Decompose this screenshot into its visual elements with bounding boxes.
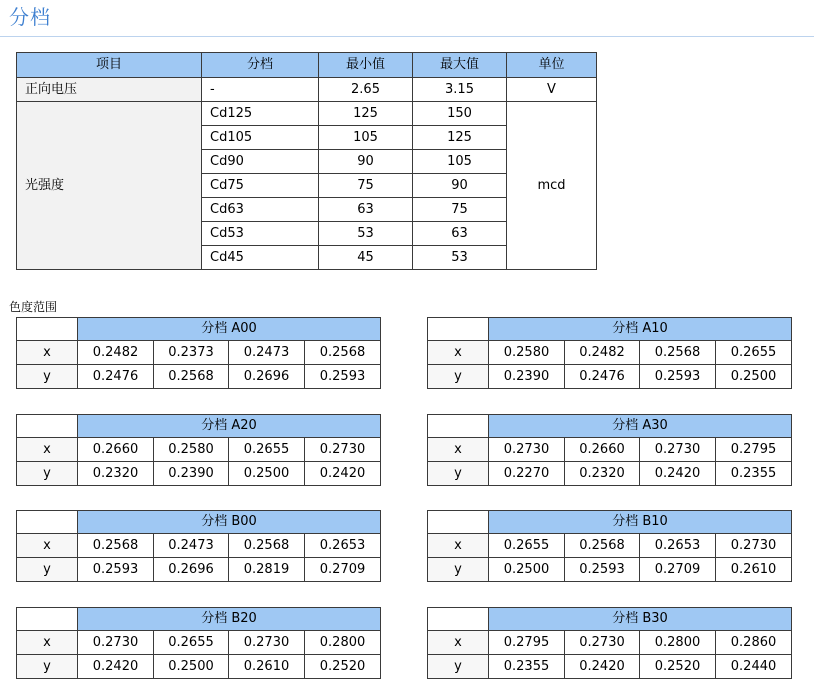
forward-voltage-bin: -	[202, 78, 319, 102]
table-row	[428, 534, 792, 558]
y-axis-label: y	[428, 655, 489, 679]
color-range-label: 色度范围	[9, 300, 58, 314]
chromaticity-bin-table	[427, 414, 792, 486]
bin-title: 分档 A30	[489, 415, 792, 438]
chromaticity-bin-table	[16, 607, 381, 679]
x-value: 0.2580	[489, 341, 565, 365]
y-value: 0.2520	[305, 655, 381, 679]
bin-title: 分档 B10	[489, 511, 792, 534]
y-value: 0.2500	[489, 558, 565, 582]
x-value: 0.2568	[78, 534, 154, 558]
y-value: 0.2819	[229, 558, 305, 582]
luminous-min: 125	[319, 102, 413, 126]
header-row	[17, 53, 597, 78]
x-value: 0.2730	[565, 631, 640, 655]
table-row	[428, 341, 792, 365]
x-value: 0.2373	[154, 341, 229, 365]
y-value: 0.2610	[229, 655, 305, 679]
x-value: 0.2655	[229, 438, 305, 462]
y-axis-label: y	[428, 365, 489, 389]
header-max: 最大值	[413, 53, 507, 78]
y-axis-label: y	[17, 365, 78, 389]
forward-voltage-label: 正向电压	[17, 78, 202, 102]
x-value: 0.2473	[154, 534, 229, 558]
x-value: 0.2653	[305, 534, 381, 558]
x-value: 0.2655	[489, 534, 565, 558]
x-value: 0.2653	[640, 534, 716, 558]
y-value: 0.2500	[716, 365, 792, 389]
x-value: 0.2655	[154, 631, 229, 655]
bin-header-blank	[17, 511, 78, 534]
x-value: 0.2482	[565, 341, 640, 365]
x-value: 0.2800	[305, 631, 381, 655]
y-value: 0.2355	[716, 462, 792, 486]
y-axis-label: y	[428, 462, 489, 486]
x-value: 0.2800	[640, 631, 716, 655]
header-unit: 单位	[507, 53, 597, 78]
y-value: 0.2420	[78, 655, 154, 679]
bin-header-row	[428, 608, 792, 631]
luminous-label: 光强度	[17, 102, 202, 270]
luminous-min: 105	[319, 126, 413, 150]
chromaticity-bin-table	[16, 317, 381, 389]
bin-title: 分档 A20	[78, 415, 381, 438]
luminous-bin: Cd63	[202, 198, 319, 222]
bin-header-blank	[428, 318, 489, 341]
luminous-bin: Cd90	[202, 150, 319, 174]
x-value: 0.2730	[716, 534, 792, 558]
table-row	[17, 102, 597, 126]
y-value: 0.2610	[716, 558, 792, 582]
bin-header-blank	[428, 415, 489, 438]
luminous-max: 150	[413, 102, 507, 126]
x-axis-label: x	[428, 534, 489, 558]
luminous-max: 125	[413, 126, 507, 150]
bin-header-row	[17, 511, 381, 534]
y-value: 0.2709	[305, 558, 381, 582]
header-bin: 分档	[202, 53, 319, 78]
bin-header-row	[17, 415, 381, 438]
chromaticity-bin-table	[427, 510, 792, 582]
x-value: 0.2730	[640, 438, 716, 462]
y-value: 0.2520	[640, 655, 716, 679]
table-row	[428, 558, 792, 582]
x-value: 0.2482	[78, 341, 154, 365]
y-axis-label: y	[17, 558, 78, 582]
luminous-bin: Cd105	[202, 126, 319, 150]
x-value: 0.2730	[489, 438, 565, 462]
luminous-unit: mcd	[507, 102, 597, 270]
y-value: 0.2440	[716, 655, 792, 679]
luminous-max: 53	[413, 246, 507, 270]
luminous-min: 45	[319, 246, 413, 270]
y-value: 0.2696	[229, 365, 305, 389]
x-axis-label: x	[428, 341, 489, 365]
luminous-max: 105	[413, 150, 507, 174]
luminous-bin: Cd75	[202, 174, 319, 198]
x-axis-label: x	[17, 341, 78, 365]
luminous-min: 63	[319, 198, 413, 222]
y-value: 0.2420	[640, 462, 716, 486]
bin-header-blank	[17, 318, 78, 341]
bin-header-blank	[428, 511, 489, 534]
bin-header-blank	[17, 608, 78, 631]
luminous-min: 53	[319, 222, 413, 246]
bin-title: 分档 B20	[78, 608, 381, 631]
y-value: 0.2476	[565, 365, 640, 389]
table-row	[17, 438, 381, 462]
y-value: 0.2593	[305, 365, 381, 389]
table-row	[17, 365, 381, 389]
y-axis-label: y	[17, 462, 78, 486]
y-value: 0.2320	[78, 462, 154, 486]
table-row	[428, 438, 792, 462]
bin-title: 分档 A10	[489, 318, 792, 341]
x-value: 0.2568	[229, 534, 305, 558]
luminous-max: 75	[413, 198, 507, 222]
page-title: 分档	[9, 5, 51, 29]
table-row	[428, 631, 792, 655]
luminous-bin: Cd125	[202, 102, 319, 126]
y-value: 0.2390	[154, 462, 229, 486]
x-axis-label: x	[17, 438, 78, 462]
bin-title: 分档 B00	[78, 511, 381, 534]
chromaticity-bin-table	[16, 414, 381, 486]
table-row	[17, 462, 381, 486]
luminous-max: 90	[413, 174, 507, 198]
luminous-min: 75	[319, 174, 413, 198]
x-value: 0.2580	[154, 438, 229, 462]
luminous-min: 90	[319, 150, 413, 174]
forward-voltage-unit: V	[507, 78, 597, 102]
bin-header-row	[17, 318, 381, 341]
table-row	[17, 534, 381, 558]
header-min: 最小值	[319, 53, 413, 78]
y-value: 0.2355	[489, 655, 565, 679]
x-value: 0.2660	[78, 438, 154, 462]
x-axis-label: x	[428, 438, 489, 462]
x-value: 0.2860	[716, 631, 792, 655]
chromaticity-bin-table	[16, 510, 381, 582]
chromaticity-bin-table	[427, 607, 792, 679]
table-row	[17, 341, 381, 365]
x-axis-label: x	[17, 534, 78, 558]
x-value: 0.2655	[716, 341, 792, 365]
y-value: 0.2320	[565, 462, 640, 486]
x-value: 0.2660	[565, 438, 640, 462]
luminous-bin: Cd53	[202, 222, 319, 246]
x-value: 0.2730	[78, 631, 154, 655]
table-row	[428, 462, 792, 486]
x-axis-label: x	[428, 631, 489, 655]
table-row	[428, 655, 792, 679]
x-value: 0.2568	[565, 534, 640, 558]
y-value: 0.2568	[154, 365, 229, 389]
x-value: 0.2473	[229, 341, 305, 365]
bin-header-row	[17, 608, 381, 631]
y-value: 0.2420	[305, 462, 381, 486]
y-value: 0.2270	[489, 462, 565, 486]
bin-header-row	[428, 511, 792, 534]
bin-header-blank	[428, 608, 489, 631]
chromaticity-bin-table	[427, 317, 792, 389]
x-value: 0.2730	[229, 631, 305, 655]
y-value: 0.2500	[154, 655, 229, 679]
y-axis-label: y	[17, 655, 78, 679]
y-value: 0.2500	[229, 462, 305, 486]
y-value: 0.2593	[565, 558, 640, 582]
bin-title: 分档 B30	[489, 608, 792, 631]
bin-header-row	[428, 318, 792, 341]
table-row	[428, 365, 792, 389]
x-value: 0.2795	[716, 438, 792, 462]
y-value: 0.2593	[640, 365, 716, 389]
table-row	[17, 631, 381, 655]
y-value: 0.2696	[154, 558, 229, 582]
x-value: 0.2568	[305, 341, 381, 365]
y-value: 0.2709	[640, 558, 716, 582]
y-value: 0.2390	[489, 365, 565, 389]
luminous-bin: Cd45	[202, 246, 319, 270]
table-row	[17, 558, 381, 582]
x-value: 0.2730	[305, 438, 381, 462]
bin-title: 分档 A00	[78, 318, 381, 341]
forward-voltage-min: 2.65	[319, 78, 413, 102]
header-item: 项目	[17, 53, 202, 78]
x-value: 0.2568	[640, 341, 716, 365]
luminous-max: 63	[413, 222, 507, 246]
title-divider	[0, 36, 814, 37]
x-axis-label: x	[17, 631, 78, 655]
bin-header-row	[428, 415, 792, 438]
y-value: 0.2476	[78, 365, 154, 389]
y-axis-label: y	[428, 558, 489, 582]
bin-header-blank	[17, 415, 78, 438]
forward-voltage-max: 3.15	[413, 78, 507, 102]
table-row	[17, 78, 597, 102]
x-value: 0.2795	[489, 631, 565, 655]
bin-spec-table	[16, 52, 597, 270]
y-value: 0.2593	[78, 558, 154, 582]
table-row	[17, 655, 381, 679]
y-value: 0.2420	[565, 655, 640, 679]
